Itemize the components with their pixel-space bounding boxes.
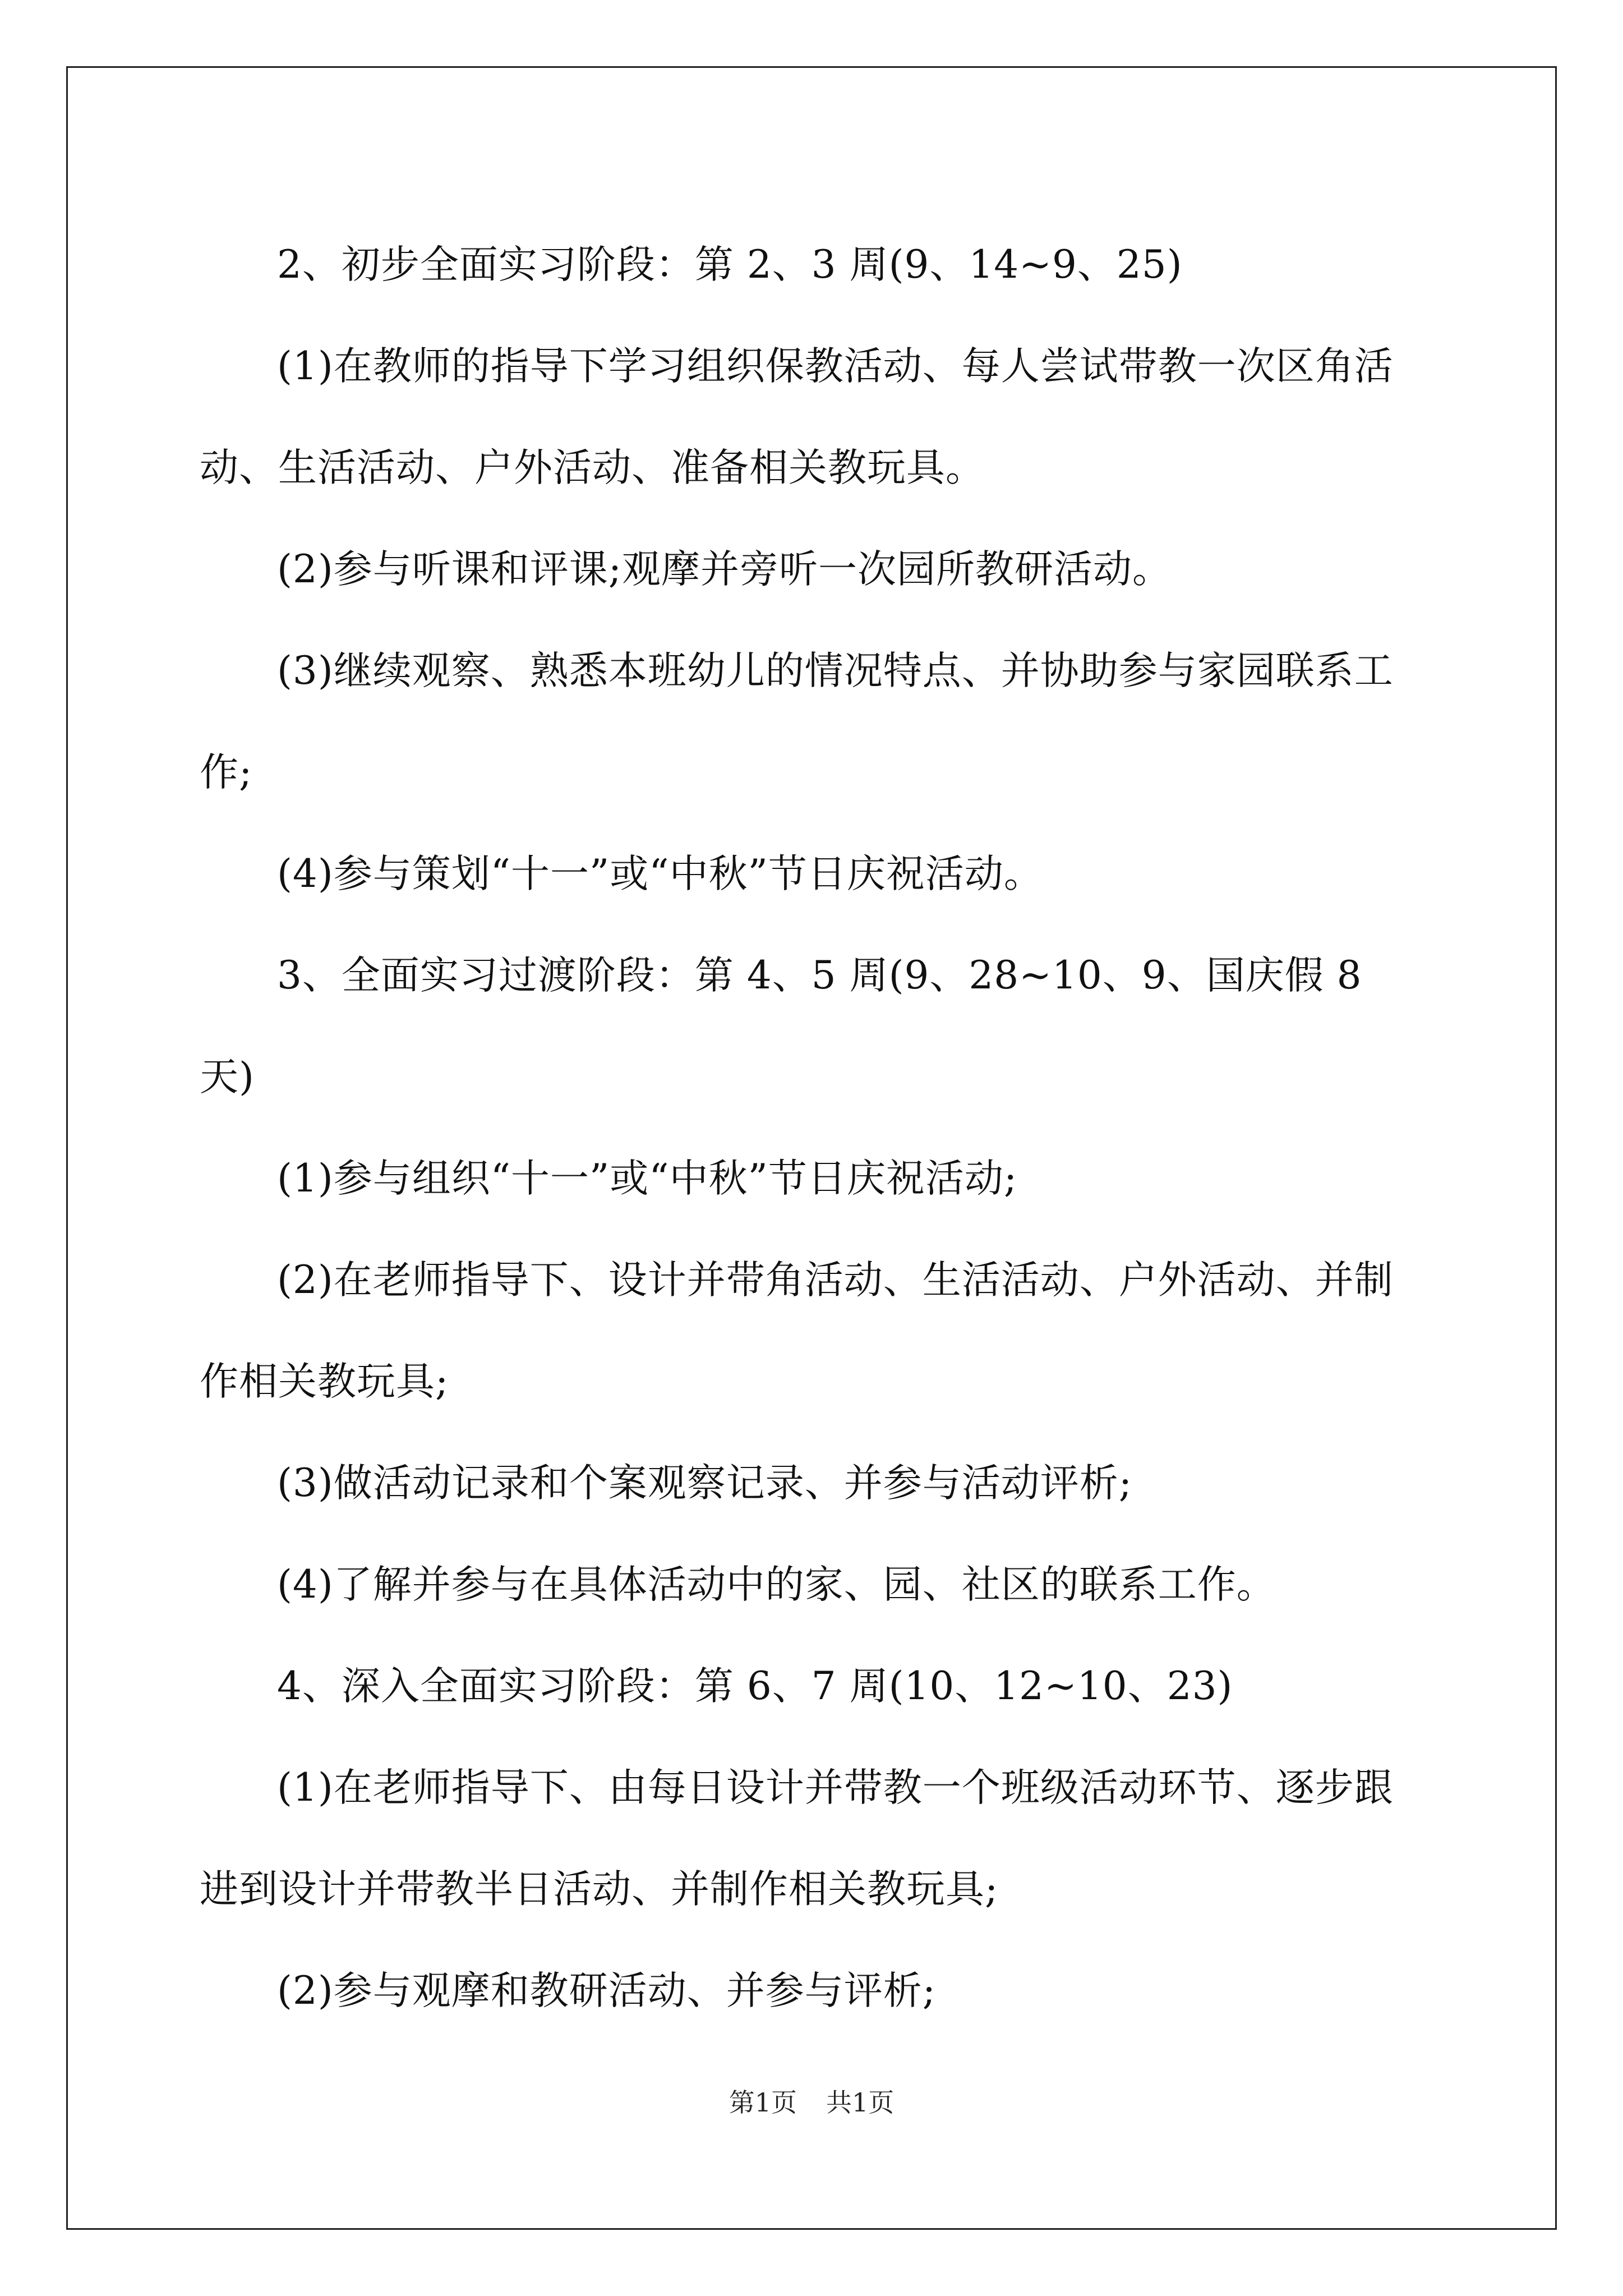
paragraph-stage-4-heading: 4、深入全面实习阶段：第 6、7 周(10、12~10、23): [277, 1664, 1233, 1709]
paragraph-stage-2-item-1: (1)在教师的指导下学习组织保教活动、每人尝试带教一次区角活动、生活活动、户外活动、准备相关教玩具。: [200, 344, 1394, 490]
paragraph-stage-2-item-2: (2)参与听课和评课;观摩并旁听一次园所教研活动。: [277, 547, 1172, 592]
paragraph-stage-3-item-4: (4)了解并参与在具体活动中的家、园、社区的联系工作。: [277, 1562, 1276, 1607]
page-number: 第1页: [728, 2087, 797, 2118]
paragraph-stage-2-item-3: (3)继续观察、熟悉本班幼儿的情况特点、并协助参与家园联系工作;: [200, 648, 1394, 795]
page-footer: [0, 2082, 1623, 2119]
document-body: [200, 214, 1428, 2042]
page-total: 共1页: [826, 2087, 895, 2118]
paragraph-stage-3-item-3: (3)做活动记录和个案观察记录、并参与活动评析;: [277, 1461, 1132, 1506]
paragraph-stage-2-heading: 2、初步全面实习阶段：第 2、3 周(9、14~9、25): [277, 242, 1183, 287]
paragraph-stage-3-item-1: (1)参与组织“十一”或“中秋”节日庆祝活动;: [277, 1156, 1018, 1201]
paragraph-stage-3-item-2: (2)在老师指导下、设计并带角活动、生活活动、户外活动、并制作相关教玩具;: [200, 1258, 1394, 1404]
paragraph-stage-3-heading: 3、全面实习过渡阶段：第 4、5 周(9、28~10、9、国庆假 8 天): [200, 953, 1362, 1099]
paragraph-stage-4-item-1: (1)在老师指导下、由每日设计并带教一个班级活动环节、逐步跟进到设计并带教半日活动、并制作相关教玩具;: [200, 1765, 1394, 1912]
paragraph-stage-4-item-2: (2)参与观摩和教研活动、并参与评析;: [277, 1968, 936, 2013]
paragraph-stage-2-item-4: (4)参与策划“十一”或“中秋”节日庆祝活动。: [277, 852, 1043, 896]
